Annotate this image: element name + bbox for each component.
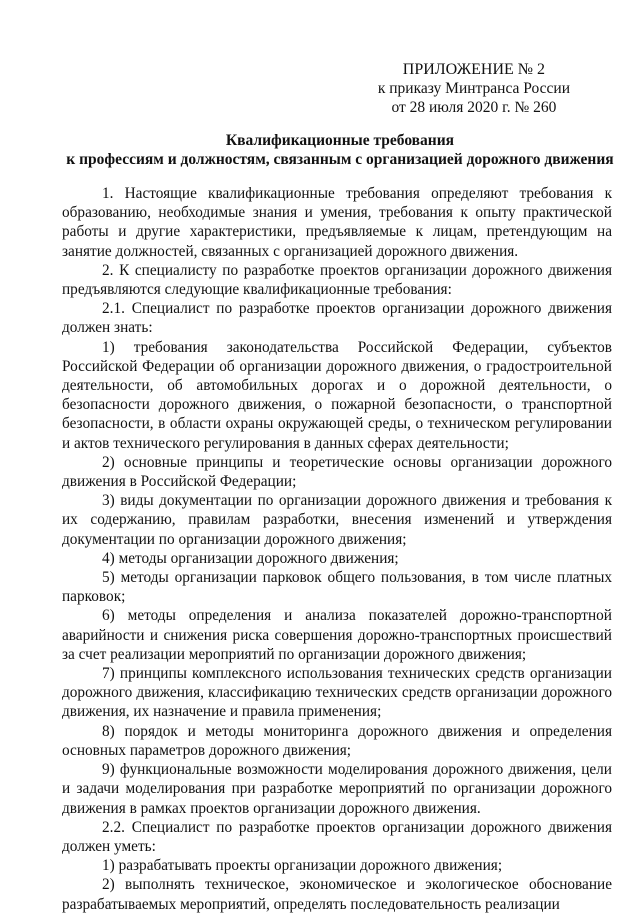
paragraph: 7) принципы комплексного использования технических средств организации дорожного движения, классификацию технических средств организации дорожного движения, их назначение и правила применения;	[62, 665, 612, 721]
paragraph: 2) выполнять техническое, экономическое и экологическое обоснование разрабатываемых мероприятий, определять последовательность реализации	[62, 876, 612, 913]
order-reference: к приказу Минтранса России	[377, 80, 570, 97]
paragraph: 6) методы определения и анализа показателей дорожно-транспортной аварийности и снижения риска совершения дорожно-транспортных происшествий за счет реализации мероприятий по организации дорожного движения;	[62, 607, 612, 663]
paragraph: 8) порядок и методы мониторинга дорожного движения и определения основных параметров дорожного движения;	[62, 722, 612, 759]
document-body	[62, 184, 612, 914]
title-line-2: к профессиям и должностям, связанным с организацией дорожного движения	[66, 151, 614, 168]
document-title	[60, 131, 620, 169]
paragraph: 3) виды документации по организации дорожного движения и требования к их содержанию, правилам разработки, внесения изменений и утверждения документации по организации дорожного движения;	[62, 492, 612, 548]
paragraph: 1) разрабатывать проекты организации дорожного движения;	[102, 857, 503, 875]
paragraph: 1) требования законодательства Российской Федерации, субъектов Российской Федерации об организации дорожного движения, о градостроительной деятельности, об автомобильных дорогах и о дорожной деятельности, о безопасности дорожного движения, о пожарной безопасности, о транспортной безопасности, в области охраны окружающей среды, о техническом регулировании и актов технического регулирования в данных сферах деятельности;	[62, 338, 612, 452]
order-date: от 28 июля 2020 г. № 260	[391, 99, 557, 116]
paragraph: 9) функциональные возможности моделирования дорожного движения, цели и задачи моделирования при разработке мероприятий по организации дорожного движения в рамках проектов организации дорожного движения.	[62, 761, 612, 817]
paragraph: 2.2. Специалист по разработке проектов организации дорожного движения должен уметь:	[62, 818, 612, 855]
paragraph: 2) основные принципы и теоретические основы организации дорожного движения в Российской Федерации;	[62, 453, 612, 491]
appendix-number: ПРИЛОЖЕНИЕ № 2	[402, 61, 546, 78]
paragraph: 4) методы организации дорожного движения;	[102, 549, 399, 567]
appendix-header	[378, 60, 570, 117]
paragraph: 5) методы организации парковок общего пользования, в том числе платных парковок;	[62, 569, 612, 606]
paragraph: 2. К специалисту по разработке проектов организации дорожного движения предъявляются следующие квалификационные требования:	[62, 261, 612, 299]
title-line-1: Квалификационные требования	[225, 132, 455, 149]
paragraph: 2.1. Специалист по разработке проектов организации дорожного движения должен знать:	[62, 300, 612, 337]
paragraph: 1. Настоящие квалификационные требования определяют требования к образованию, необходимые знания и умения, требования к опыту практической работы и другие характеристики, предъявляемые к лицам, претендующим на занятие должностей, связанных с организацией дорожного движения.	[62, 185, 612, 260]
